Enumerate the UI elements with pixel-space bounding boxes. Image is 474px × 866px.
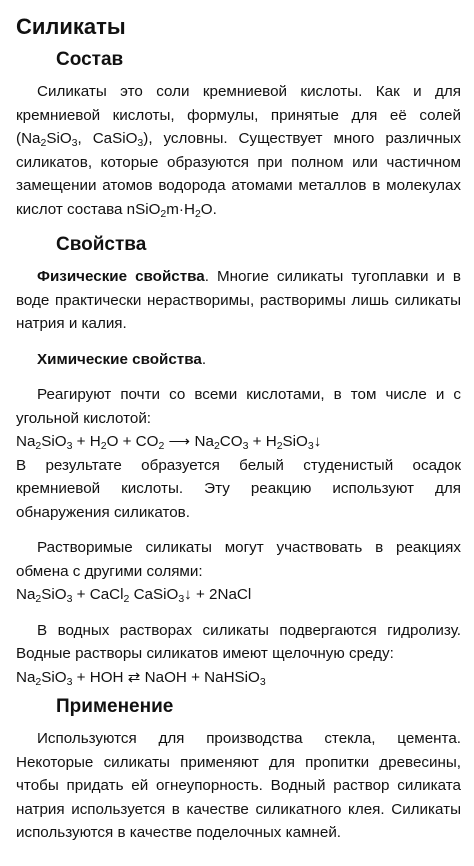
composition-text-1: Силикаты это соли кремниевой кислоты. Как и для кремниевой кислоты, формулы, принятые для её солей (	[16, 83, 461, 147]
heading-properties: Свойства	[56, 234, 147, 255]
equation-carbonic-acid: $Na_2SiO_3 + H_2O + CO_2$ ⟶ $Na_2CO_3$ + $H_2SiO_3↓$	[16, 433, 322, 452]
hydrolysis-paragraph: В водных растворах силикаты подвергаются гидролизу. Водные растворы силикатов имеют щелочную среду:	[16, 621, 461, 662]
acids-paragraph: Реагируют почти со всеми кислотами, в том числе и с угольной кислотой:	[16, 386, 461, 427]
formula-na2sio3: $Na_2SiO_3$	[21, 130, 78, 149]
heading-composition: Состав	[56, 49, 124, 70]
chemical-properties-label: Химические свойства	[37, 350, 202, 368]
equation-exchange: $Na_2SiO_3$ + CaCl$_2$ CaSiO$_3$↓ + 2NaCl	[16, 586, 252, 605]
result-paragraph: В результате образуется белый студенистый осадок кремниевой кислоты. Эту реакцию используют для обнаружения силикатов.	[16, 456, 461, 521]
formula-casio3: CaSiO$_3$	[92, 130, 144, 149]
application-paragraph: Используются для производства стекла, цемента. Некоторые силикаты применяют для пропитки древесины, чтобы придать ей огнеупорность. Водный раствор силиката натрия используется в качестве силикатного клея. Силикаты используются в качестве поделочных камней.	[16, 730, 461, 841]
page-title: Силикаты	[16, 14, 126, 39]
physical-properties-label: Физические свойства	[37, 268, 205, 285]
exchange-paragraph: Растворимые силикаты могут участвовать в реакциях обмена с другими солями:	[16, 539, 461, 580]
equation-hydrolysis: $Na_2SiO_3$ + HOH ⇄ NaOH + NaHSiO$_3$	[16, 668, 266, 688]
heading-application: Применение	[56, 696, 174, 717]
composition-text-2: ), условны. Существует много различных силикатов, которые образуются при полном или частичном замещении атомов водорода атомами металлов в молекулах кислот состава nSiO	[16, 130, 461, 218]
chemical-properties-heading: Химические свойства.	[37, 350, 207, 368]
physical-properties-paragraph: Физические свойства. Многие силикаты тугоплавки и в воде практически нерастворимы, растворимы лишь силикаты натрия и калия.	[16, 268, 461, 332]
composition-paragraph: Силикаты это соли кремниевой кислоты. Как и для кремниевой кислоты, формулы, принятые для её солей ($Na_2SiO_3$, CaSiO$_3$), условны. Существует много различных силикатов, которые образуются при полном или частичном замещении атомов водорода атомами металлов в молекулах кислот состава $nSiO_2m\cdot H_2O$.	[16, 83, 461, 220]
